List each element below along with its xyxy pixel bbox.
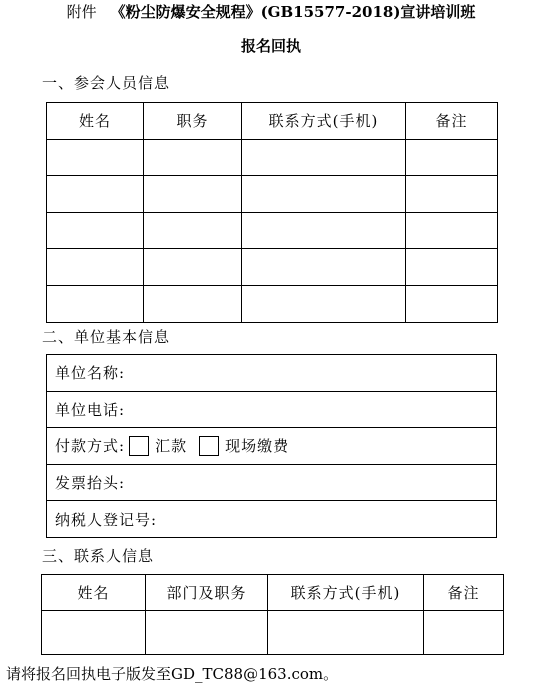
- invoice-title-label: 发票抬头:: [47, 464, 497, 501]
- submission-instruction: 请将报名回执电子版发至GD_TC88@163.com。: [6, 665, 339, 683]
- payment-method-row: [47, 428, 497, 465]
- remarks-cell[interactable]: [406, 176, 498, 213]
- column-header-name: 姓名: [47, 103, 144, 140]
- position-cell[interactable]: [144, 139, 242, 176]
- contact-cell[interactable]: [242, 212, 406, 249]
- name-cell[interactable]: [47, 176, 144, 213]
- column-header-contact: 联系方式(手机): [268, 575, 424, 611]
- column-header-name: 姓名: [42, 575, 146, 611]
- invoice-title-row[interactable]: [47, 464, 497, 501]
- taxpayer-id-label: 纳税人登记号:: [47, 501, 497, 538]
- remittance-checkbox[interactable]: [129, 436, 149, 456]
- name-cell[interactable]: [47, 212, 144, 249]
- table-row: [47, 285, 498, 322]
- remarks-cell[interactable]: [424, 611, 504, 655]
- payment-method-label: 付款方式:: [55, 436, 126, 455]
- onsite-payment-checkbox[interactable]: [199, 436, 219, 456]
- section-heading-unit: 二、单位基本信息: [42, 328, 171, 346]
- name-cell[interactable]: [47, 285, 144, 322]
- contact-person-table: [41, 574, 504, 655]
- table-row: [47, 212, 498, 249]
- contact-cell[interactable]: [242, 139, 406, 176]
- column-header-remarks: 备注: [406, 103, 498, 140]
- position-cell[interactable]: [144, 249, 242, 286]
- name-cell[interactable]: [47, 249, 144, 286]
- name-cell[interactable]: [42, 611, 146, 655]
- section-heading-contact: 三、联系人信息: [42, 547, 155, 565]
- remarks-cell[interactable]: [406, 212, 498, 249]
- contact-cell[interactable]: [242, 176, 406, 213]
- remittance-option-label: 汇款: [155, 436, 188, 455]
- unit-info-table: [46, 354, 497, 538]
- table-row: [47, 139, 498, 176]
- remarks-cell[interactable]: [406, 249, 498, 286]
- department-position-cell[interactable]: [146, 611, 268, 655]
- contact-cell[interactable]: [242, 285, 406, 322]
- document-title: [0, 2, 542, 22]
- name-cell[interactable]: [47, 139, 144, 176]
- column-header-department-position: 部门及职务: [146, 575, 268, 611]
- attendees-table: [46, 102, 498, 323]
- attachment-label: 附件: [66, 3, 97, 21]
- unit-name-label: 单位名称:: [47, 355, 497, 392]
- unit-phone-row[interactable]: [47, 391, 497, 428]
- remarks-cell[interactable]: [406, 285, 498, 322]
- table-row: [42, 611, 504, 655]
- remarks-cell[interactable]: [406, 139, 498, 176]
- table-header-row: [47, 103, 498, 140]
- table-row: [47, 176, 498, 213]
- training-title: 《粉尘防爆安全规程》(GB15577-2018)宣讲培训班: [110, 3, 476, 21]
- section-heading-attendees: 一、参会人员信息: [42, 74, 171, 92]
- payment-method-cell: [47, 428, 497, 465]
- onsite-payment-option-label: 现场缴费: [225, 436, 290, 455]
- column-header-remarks: 备注: [424, 575, 504, 611]
- table-header-row: [42, 575, 504, 611]
- column-header-contact: 联系方式(手机): [242, 103, 406, 140]
- position-cell[interactable]: [144, 176, 242, 213]
- position-cell[interactable]: [144, 212, 242, 249]
- unit-name-row[interactable]: [47, 355, 497, 392]
- unit-phone-label: 单位电话:: [47, 391, 497, 428]
- position-cell[interactable]: [144, 285, 242, 322]
- table-row: [47, 249, 498, 286]
- contact-cell[interactable]: [268, 611, 424, 655]
- taxpayer-id-row[interactable]: [47, 501, 497, 538]
- column-header-position: 职务: [144, 103, 242, 140]
- contact-cell[interactable]: [242, 249, 406, 286]
- document-subtitle: 报名回执: [240, 37, 301, 55]
